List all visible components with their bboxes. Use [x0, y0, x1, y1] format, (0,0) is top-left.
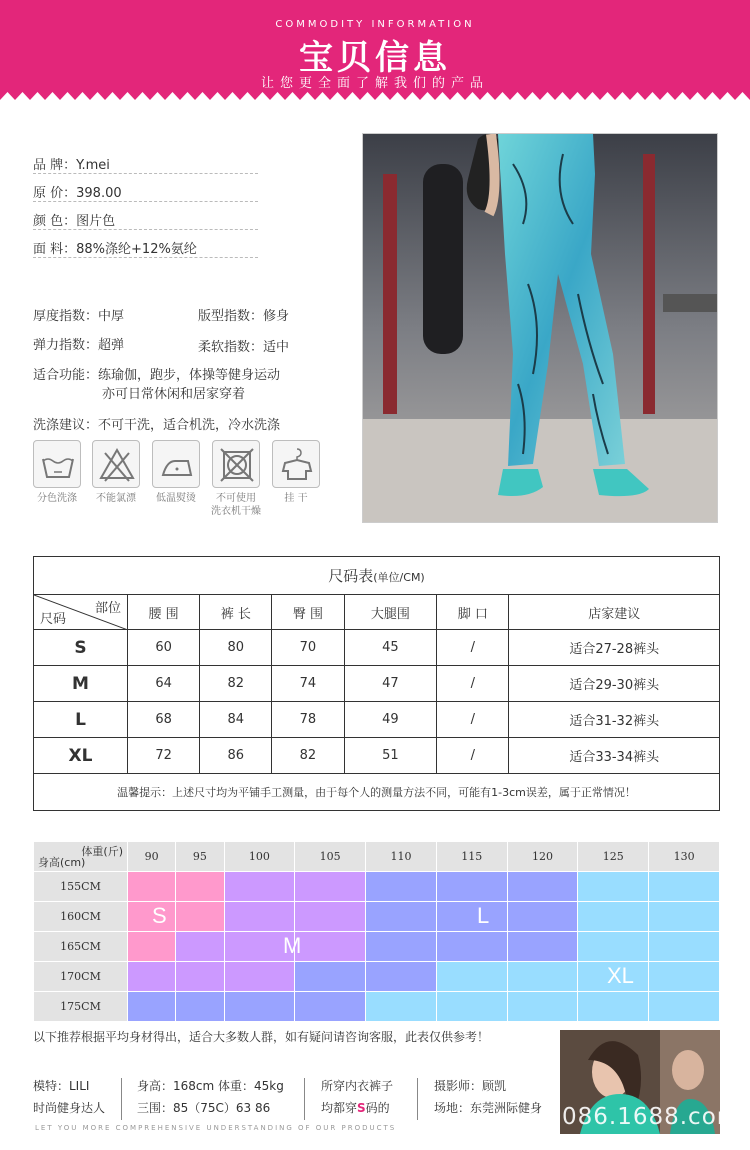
weight-header: 95 — [176, 842, 224, 872]
hw-cell-xl — [578, 902, 649, 932]
banner-title: 宝贝信息 — [299, 38, 451, 78]
table-cell: 47 — [344, 666, 437, 702]
hw-cell-l — [366, 932, 437, 962]
hw-cell-xl — [578, 872, 649, 902]
hw-cell-s — [128, 872, 176, 902]
hw-cell-s — [176, 872, 224, 902]
model-measure-block — [137, 1075, 284, 1119]
hw-cell-xl — [649, 872, 720, 902]
hang-dry-icon — [272, 440, 320, 488]
hw-cell-m — [176, 962, 224, 992]
care-label: 挂 干 — [284, 493, 308, 504]
info-label: 面 料： — [33, 242, 77, 257]
watermark-text: 086.1688.com — [562, 1104, 741, 1130]
size-table-corner — [34, 595, 128, 630]
care-label: 不可使用 — [216, 493, 256, 504]
info-value: 88%涤纶+12%氨纶 — [76, 242, 197, 257]
info-label: 原 价： — [33, 186, 77, 201]
weight-header: 115 — [436, 842, 507, 872]
banner-zigzag-edge — [0, 92, 750, 108]
col-header: 腰 围 — [128, 595, 200, 630]
height-label: 155CM — [34, 872, 128, 902]
table-row — [34, 630, 720, 666]
col-header: 大腿围 — [344, 595, 437, 630]
hw-cell-xl — [578, 992, 649, 1022]
hw-row — [34, 992, 720, 1022]
hw-corner — [34, 842, 128, 872]
attr-thickness — [33, 305, 124, 324]
info-value: 398.00 — [76, 186, 122, 201]
care-label: 不能氯漂 — [96, 493, 136, 504]
hw-cell-l — [507, 872, 578, 902]
hw-cell-l — [436, 872, 507, 902]
hw-cell-m — [295, 932, 366, 962]
hw-row — [34, 872, 720, 902]
info-brand — [33, 148, 258, 174]
table-cell: 适合27-28裤头 — [509, 630, 720, 666]
hw-cell-xl — [649, 902, 720, 932]
divider — [121, 1078, 122, 1120]
footer-en-text: LET YOU MORE COMPREHENSIVE UNDERSTANDING OF OUR PRODUCTS — [35, 1124, 397, 1132]
attr-value: 超弹 — [98, 338, 125, 353]
product-photo — [362, 133, 718, 523]
hw-cell-m — [295, 872, 366, 902]
weight-header: 130 — [649, 842, 720, 872]
col-header: 臀 围 — [272, 595, 344, 630]
model-size-highlight: S — [357, 1101, 366, 1115]
model-photo-info-block — [434, 1075, 542, 1119]
height-label: 175CM — [34, 992, 128, 1022]
banner-subtitle: 让您更全面了解我们的产品 — [260, 76, 489, 91]
attr-value: 适中 — [263, 340, 290, 355]
attr-value: 中厚 — [98, 309, 125, 324]
size-cell: S — [34, 630, 128, 666]
info-label: 颜 色： — [33, 214, 77, 229]
photographer: 摄影师：顾凯 — [434, 1079, 507, 1093]
low-iron-icon — [152, 440, 200, 488]
height-weight-grid — [33, 841, 720, 1022]
table-cell: / — [437, 738, 509, 774]
hw-cell-l — [295, 992, 366, 1022]
size-table-title-text: 尺码表 — [328, 567, 374, 585]
hw-cell-l — [224, 992, 295, 1022]
table-cell: / — [437, 666, 509, 702]
hw-height-label: 身高(cm) — [38, 856, 86, 869]
info-label: 品 牌： — [33, 158, 77, 173]
hw-cell-s — [128, 932, 176, 962]
model-name: 模特：LILI — [33, 1079, 90, 1093]
table-cell: 适合33-34裤头 — [509, 738, 720, 774]
table-cell: 82 — [272, 738, 344, 774]
col-header: 店家建议 — [509, 595, 720, 630]
table-cell: 适合31-32裤头 — [509, 702, 720, 738]
attr-softness — [198, 336, 289, 355]
table-cell: 80 — [200, 630, 272, 666]
attr-value: 修身 — [263, 309, 290, 324]
info-value: 图片色 — [76, 214, 116, 229]
model-height-weight: 身高：168cm 体重：45kg — [137, 1079, 284, 1093]
hw-cell-xl — [649, 992, 720, 1022]
info-fabric — [33, 232, 258, 258]
attr-label: 厚度指数： — [33, 309, 99, 324]
table-cell: / — [437, 702, 509, 738]
attr-label: 柔软指数： — [198, 340, 264, 355]
attr-function — [33, 364, 280, 383]
weight-header: 110 — [366, 842, 437, 872]
table-cell: 70 — [272, 630, 344, 666]
hw-cell-l — [128, 992, 176, 1022]
table-cell: 45 — [344, 630, 437, 666]
hw-cell-xl — [507, 962, 578, 992]
table-cell: 84 — [200, 702, 272, 738]
hw-cell-m — [176, 932, 224, 962]
hw-cell-xl — [436, 992, 507, 1022]
table-row — [34, 666, 720, 702]
hw-cell-l — [507, 932, 578, 962]
info-price — [33, 176, 258, 202]
hw-row — [34, 932, 720, 962]
hw-cell-xl — [649, 962, 720, 992]
attr-value: 不可干洗，适合机洗，冷水洗涤 — [98, 418, 281, 433]
table-cell: / — [437, 630, 509, 666]
hw-cell-xl — [649, 932, 720, 962]
table-cell: 72 — [128, 738, 200, 774]
height-label: 170CM — [34, 962, 128, 992]
attr-value: 练瑜伽，跑步，体操等健身运动 — [98, 368, 281, 383]
hw-cell-l — [436, 932, 507, 962]
hw-cell-l — [366, 872, 437, 902]
hw-cell-l — [176, 992, 224, 1022]
table-cell: 64 — [128, 666, 200, 702]
hw-cell-m — [224, 872, 295, 902]
zone-label-s: S — [152, 903, 167, 928]
model-title: 时尚健身达人 — [33, 1101, 106, 1115]
weight-header: 100 — [224, 842, 295, 872]
no-bleach-icon — [92, 440, 140, 488]
table-cell: 86 — [200, 738, 272, 774]
hw-cell-xl — [366, 992, 437, 1022]
info-color — [33, 204, 258, 230]
table-cell: 51 — [344, 738, 437, 774]
table-cell: 适合29-30裤头 — [509, 666, 720, 702]
height-label: 160CM — [34, 902, 128, 932]
model-size-post: 码的 — [365, 1101, 390, 1115]
wash-basin-icon — [33, 440, 81, 488]
zone-label-xl: XL — [607, 963, 634, 988]
no-tumble-dry-icon — [212, 440, 260, 488]
table-cell: 82 — [200, 666, 272, 702]
size-table — [33, 556, 720, 811]
hw-cell-s — [176, 902, 224, 932]
info-value: Y.mei — [76, 158, 110, 173]
hw-cell-m — [224, 962, 295, 992]
corner-size-label: 尺码 — [40, 612, 67, 627]
table-cell: 60 — [128, 630, 200, 666]
weight-header: 90 — [128, 842, 176, 872]
size-table-note: 温馨提示：上述尺寸均为平铺手工测量，由于每个人的测量方法不同，可能有1-3cm误差，属于正常情况！ — [34, 774, 720, 811]
model-name-block — [33, 1075, 105, 1119]
hw-cell-l — [295, 962, 366, 992]
attr-fit — [198, 305, 289, 324]
zone-label-m: M — [283, 933, 302, 958]
corner-part-label: 部位 — [94, 601, 121, 616]
table-row — [34, 738, 720, 774]
divider — [417, 1078, 418, 1120]
hw-weight-label: 体重(斤) — [81, 845, 123, 858]
care-label: 低温熨烫 — [156, 493, 196, 504]
model-size-line — [321, 1097, 393, 1119]
model-size-pre: 均都穿 — [321, 1101, 358, 1115]
weight-header: 120 — [507, 842, 578, 872]
hw-cell-xl — [507, 992, 578, 1022]
attr-label: 弹力指数： — [33, 338, 99, 353]
attr-function-line2: 亦可日常休闲和居家穿着 — [102, 387, 246, 402]
weight-header: 105 — [295, 842, 366, 872]
hw-cell-l — [366, 902, 437, 932]
height-label: 165CM — [34, 932, 128, 962]
table-cell: 49 — [344, 702, 437, 738]
hw-cell-m — [128, 962, 176, 992]
size-cell: M — [34, 666, 128, 702]
model-size-block — [321, 1075, 393, 1119]
size-cell: L — [34, 702, 128, 738]
recommend-note: 以下推荐根据平均身材得出，适合大多数人群，如有疑问请咨询客服，此表仅供参考！ — [33, 1030, 490, 1044]
zone-label-l: L — [477, 903, 490, 928]
attr-wash — [33, 414, 280, 433]
hw-cell-m — [224, 902, 295, 932]
attr-label: 洗涤建议： — [33, 418, 99, 433]
table-row — [34, 702, 720, 738]
location: 场地：东莞洲际健身 — [434, 1101, 543, 1115]
table-cell: 68 — [128, 702, 200, 738]
hw-cell-l — [507, 902, 578, 932]
hw-cell-xl — [436, 962, 507, 992]
hw-cell-l — [366, 962, 437, 992]
attr-elasticity — [33, 334, 124, 353]
col-header: 脚 口 — [437, 595, 509, 630]
banner-en-title: COMMODITY INFORMATION — [275, 19, 475, 30]
attr-label: 版型指数： — [198, 309, 264, 324]
hw-row — [34, 902, 720, 932]
attr-label: 适合功能： — [33, 368, 99, 383]
divider — [304, 1078, 305, 1120]
col-header: 裤 长 — [200, 595, 272, 630]
care-label: 分色洗涤 — [37, 493, 77, 504]
hw-cell-m — [295, 902, 366, 932]
hw-cell-l — [436, 902, 507, 932]
size-table-unit: (单位/CM) — [373, 571, 425, 584]
size-cell: XL — [34, 738, 128, 774]
model-size-note: 所穿内衣裤子 — [321, 1079, 394, 1093]
table-cell: 74 — [272, 666, 344, 702]
weight-header: 125 — [578, 842, 649, 872]
hw-cell-xl — [578, 932, 649, 962]
size-table-title — [34, 557, 720, 595]
model-measurements: 三围：85（75C）63 86 — [137, 1101, 271, 1115]
table-cell: 78 — [272, 702, 344, 738]
care-label: 洗衣机干燥 — [211, 506, 261, 517]
